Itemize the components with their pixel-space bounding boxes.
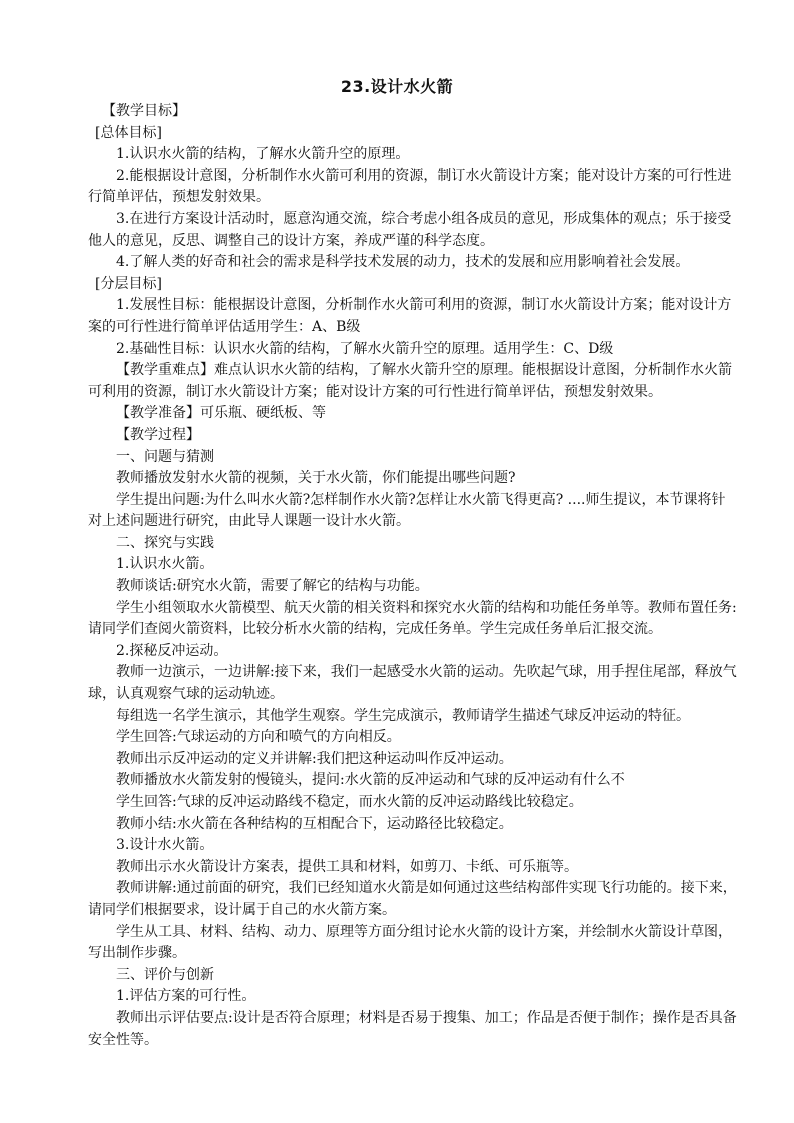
- paragraph: 每组选一名学生演示，其他学生观察。学生完成演示，教师请学生描述气球反冲运动的特征。: [116, 707, 690, 724]
- paragraph: 教师小结:水火箭在各种结构的互相配合下，运动路径比较稳定。: [116, 815, 513, 832]
- paragraph: 教师谈话:研究水火箭，需要了解它的结构与功能。: [116, 578, 429, 595]
- paragraph: 【教学目标】: [102, 103, 186, 119]
- paragraph: 学生从工具、材料、结构、动力、原理等方面分组讨论水火箭的设计方案，并绘制水火箭设计草图，写出制作步骤。: [88, 923, 732, 962]
- paragraph: 学生提出问题:为什么叫水火箭?怎样制作水火箭?怎样让水火箭飞得更高? ....师生提议，本节课将针对上述问题进行研究，由此导人课题一设计水火箭。: [88, 491, 726, 530]
- paragraph: [总体目标]: [95, 124, 162, 141]
- document-body: [88, 101, 738, 1051]
- paragraph: 学生小组领取水火箭模型、航天火箭的相关资料和探究水火箭的结构和功能任务单等。教师布置任务:请同学们查阅火箭资料，比较分析水火箭的结构，完成任务单。学生完成任务单后汇报交流。: [88, 599, 737, 638]
- paragraph: 教师讲解:通过前面的研究，我们已经知道水火箭是如何通过这些结构部件实现飞行功能的。接下来，请同学们根据要求，设计属于自己的水火箭方案。: [88, 880, 737, 918]
- paragraph: 学生回答:气球的反冲运动路线不稳定，而水火箭的反冲运动路线比较稳定。: [116, 794, 583, 810]
- paragraph: 二、探究与实践: [116, 534, 214, 551]
- paragraph: 2.能根据设计意图，分析制作水火箭可利用的资源，制订水火箭设计方案；能对设计方案的可行性进行简单评估，预想发射效果。: [88, 167, 732, 206]
- paragraph: 1.认识水火箭。: [116, 556, 214, 573]
- paragraph: 2.探秘反冲运动。: [116, 642, 228, 659]
- paragraph: 4.了解人类的好奇和社会的需求是科学技术发展的动力，技术的发展和应用影响着社会发展。: [116, 254, 690, 271]
- page-title: 23.设计水火箭: [340, 77, 454, 96]
- paragraph: 3.在进行方案设计活动时，愿意沟通交流，综合考虑小组各成员的意见，形成集体的观点；乐于接受他人的意见，反思、调整自己的设计方案，养成严谨的科学态度。: [88, 210, 732, 249]
- paragraph: 【教学准备】可乐瓶、硬纸板、等: [116, 405, 326, 422]
- paragraph: 教师一边演示，一边讲解:接下来，我们一起感受水火箭的运动。先吹起气球，用手捏住尾部，释放气球，认真观察气球的运动轨迹。: [88, 664, 737, 703]
- paragraph: 【教学过程】: [116, 426, 200, 443]
- paragraph: 【教学重难点】难点认识水火箭的结构，了解水火箭升空的原理。能根据设计意图，分析制作水火箭可利用的资源，制订水火箭设计方案；能对设计方案的可行性进行简单评估，预想发射效果。: [88, 362, 732, 400]
- paragraph: 一、问题与猜测: [116, 448, 214, 465]
- paragraph: 教师出示反冲运动的定义并讲解:我们把这种运动叫作反冲运动。: [116, 750, 513, 767]
- paragraph: 教师播放水火箭发射的慢镜头，提问:水火箭的反冲运动和气球的反冲运动有什么不: [116, 772, 625, 789]
- paragraph: 三、评价与创新: [116, 966, 214, 983]
- paragraph: 教师播放发射水火箭的视频，关于水火箭，你们能提出哪些问题?: [116, 470, 516, 487]
- paragraph: 3.设计水火箭。: [116, 837, 214, 854]
- paragraph: 1.发展性目标：能根据设计意图，分析制作水火箭可利用的资源，制订水火箭设计方案；能对设计方案的可行性进行简单评估适用学生：A、B级: [88, 297, 732, 335]
- paragraph: 1.认识水火箭的结构，了解水火箭升空的原理。: [116, 146, 410, 163]
- paragraph: 教师出示水火箭设计方案表，提供工具和材料，如剪刀、卡纸、可乐瓶等。: [116, 858, 578, 875]
- paragraph: 教师出示评估要点:设计是否符合原理；材料是否易于搜集、加工；作品是否便于制作；操作是否具备安全性等。: [88, 1009, 737, 1048]
- paragraph: [分层目标]: [95, 275, 162, 292]
- paragraph: 2.基础性目标：认识水火箭的结构，了解水火箭升空的原理。适用学生：C、D级: [116, 340, 614, 357]
- paragraph: 1.评估方案的可行性。: [116, 988, 256, 1005]
- paragraph: 学生回答:气球运动的方向和喷气的方向相反。: [116, 729, 401, 746]
